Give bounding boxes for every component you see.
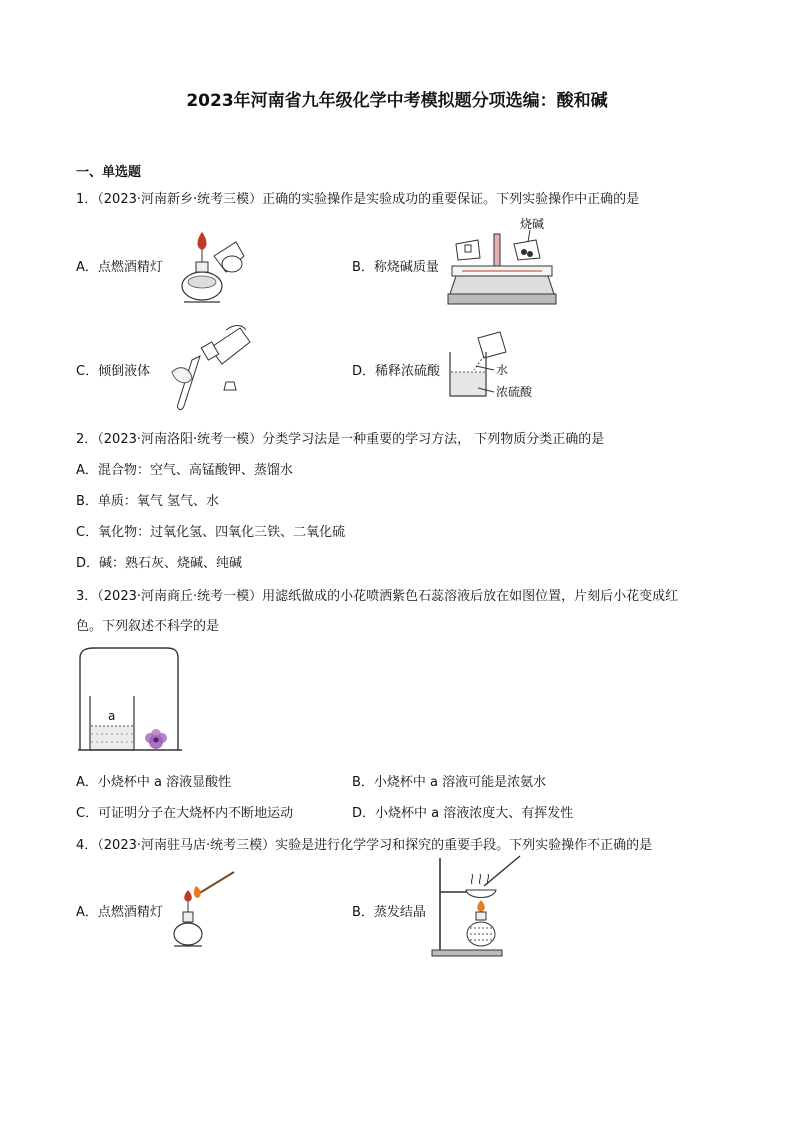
q4-stem: 4．（2023·河南驻马店·统考三模）实验是进行化学学习和探究的重要手段。下列实验操作不正确的是 bbox=[76, 838, 653, 853]
q2-stem: 2．（2023·河南洛阳·统考一模）分类学习法是一种重要的学习方法， 下列物质分类正确的是 bbox=[76, 432, 605, 447]
q2-option-b: B．单质：氧气 氢气、水 bbox=[76, 494, 220, 509]
q1-option-c: C．倾倒液体 bbox=[76, 364, 151, 379]
q1-option-b: B．称烧碱质量 bbox=[352, 260, 439, 275]
flower-icon bbox=[145, 729, 167, 749]
q1-label-naoh: 烧碱 bbox=[520, 217, 545, 231]
q1-label-water: 水 bbox=[496, 363, 509, 377]
q3-option-b: B．小烧杯中 a 溶液可能是浓氨水 bbox=[352, 775, 547, 790]
q4-figure-b bbox=[432, 854, 532, 958]
q2-option-a: A．混合物：空气、高锰酸钾、蒸馏水 bbox=[76, 463, 293, 478]
q3-stem-line1: 3．（2023·河南商丘·统考一模）用滤纸做成的小花喷洒紫色石蕊溶液后放在如图位置，片刻后小花变成红 bbox=[76, 589, 679, 604]
q2-option-c: C．氧化物：过氧化氢、四氧化三铁、二氧化硫 bbox=[76, 525, 346, 540]
q1-figure-d bbox=[448, 330, 558, 402]
q4-option-a: A．点燃酒精灯 bbox=[76, 905, 163, 920]
q2-option-d: D．碱：熟石灰、烧碱、纯碱 bbox=[76, 556, 243, 571]
q4-figure-a bbox=[168, 868, 238, 952]
q3-stem-line2: 色。下列叙述不科学的是 bbox=[76, 619, 220, 634]
q1-option-a: A．点燃酒精灯 bbox=[76, 260, 163, 275]
q3-figure bbox=[78, 646, 184, 754]
q1-figure-b bbox=[448, 214, 558, 310]
q4-option-b: B．蒸发结晶 bbox=[352, 905, 426, 920]
q3-option-d: D．小烧杯中 a 溶液浓度大、有挥发性 bbox=[352, 806, 574, 821]
q1-figure-c bbox=[170, 320, 255, 415]
q1-label-acid: 浓硫酸 bbox=[496, 385, 533, 399]
page-title: 2023年河南省九年级化学中考模拟题分项选编：酸和碱 bbox=[186, 91, 608, 111]
q1-stem: 1．（2023·河南新乡·统考三模）正确的实验操作是实验成功的重要保证。下列实验操作中正确的是 bbox=[76, 192, 640, 207]
section-heading: 一、单选题 bbox=[76, 165, 142, 180]
q3-option-a: A．小烧杯中 a 溶液显酸性 bbox=[76, 775, 232, 790]
q3-label-a: a bbox=[108, 709, 116, 723]
q1-figure-a bbox=[170, 220, 250, 310]
q3-option-c: C．可证明分子在大烧杯内不断地运动 bbox=[76, 806, 294, 821]
q1-option-d: D．稀释浓硫酸 bbox=[352, 364, 441, 379]
